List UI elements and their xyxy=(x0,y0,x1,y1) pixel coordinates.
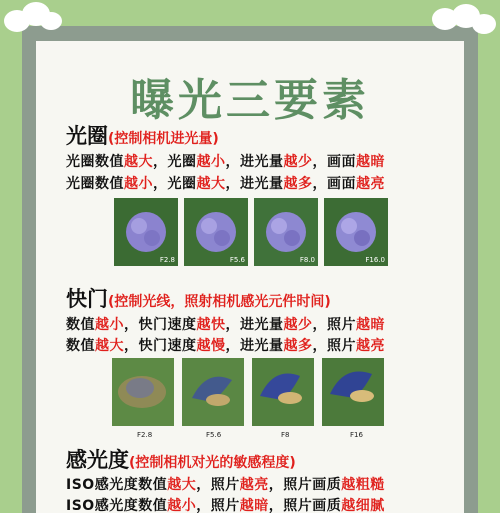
highlight-segment: 越亮 xyxy=(239,477,269,493)
photo-label: F16.0 xyxy=(365,256,385,264)
aperture-line-1 xyxy=(66,151,385,171)
text-segment: ISO感光度数值 xyxy=(66,498,168,513)
text-segment: ，照片画质 xyxy=(268,477,342,493)
text-segment: ，快门速度 xyxy=(124,317,197,333)
iso-subtitle: (控制相机对光的敏感程度) xyxy=(129,455,296,471)
highlight-segment: 越暗 xyxy=(356,317,385,333)
highlight-segment: 越小 xyxy=(196,154,226,170)
highlight-segment: 越大 xyxy=(95,338,124,354)
highlight-segment: 越多 xyxy=(283,338,313,354)
bird-icon xyxy=(112,358,174,426)
highlight-segment: 越小 xyxy=(124,176,153,192)
photo-label: F5.6 xyxy=(229,256,245,264)
highlight-segment: 越小 xyxy=(167,498,197,513)
bird-photo xyxy=(322,358,384,426)
bird-photo xyxy=(182,358,244,426)
iso-heading-row xyxy=(66,444,296,474)
bird-caption: F16 xyxy=(350,431,363,439)
bird-icon xyxy=(252,358,314,426)
text-segment: ，快门速度 xyxy=(124,338,197,354)
highlight-segment: 越大 xyxy=(124,154,153,170)
bird-icon xyxy=(182,358,244,426)
iso-line-2 xyxy=(66,495,385,513)
highlight-segment: 越暗 xyxy=(239,498,269,513)
shutter-heading: 快门 xyxy=(66,287,108,311)
text-segment: ISO感光度数值 xyxy=(66,477,168,493)
highlight-segment: 越少 xyxy=(283,317,313,333)
text-segment: ，照片 xyxy=(196,498,240,513)
bird-photo xyxy=(112,358,174,426)
text-segment: ，进光量 xyxy=(225,176,284,192)
highlight-segment: 越大 xyxy=(167,477,197,493)
flower-photo xyxy=(114,198,178,266)
photo-label: F8.0 xyxy=(299,256,315,264)
cloud-decoration-left-3 xyxy=(40,12,62,30)
highlight-segment: 越大 xyxy=(196,176,226,192)
bird-caption: F5.6 xyxy=(206,431,222,439)
highlight-segment: 越多 xyxy=(283,176,313,192)
highlight-segment: 越亮 xyxy=(356,176,385,192)
photo-label: F2.8 xyxy=(159,256,175,264)
flower-photo xyxy=(324,198,388,266)
highlight-segment: 越粗糙 xyxy=(341,477,385,493)
flower-photo xyxy=(254,198,318,266)
text-segment: 数值 xyxy=(66,317,95,333)
iso-heading: 感光度 xyxy=(66,448,129,472)
bird-photo xyxy=(252,358,314,426)
highlight-segment: 越快 xyxy=(196,317,226,333)
shutter-subtitle: (控制光线，照射相机感光元件时间) xyxy=(108,294,331,310)
aperture-line-2 xyxy=(66,173,385,193)
bird-caption: F8 xyxy=(281,431,290,439)
aperture-heading-row xyxy=(66,120,219,150)
text-segment: ，光圈 xyxy=(153,154,197,170)
text-segment: ，光圈 xyxy=(153,176,197,192)
flower-photo xyxy=(184,198,248,266)
bird-caption: F2.8 xyxy=(137,431,153,439)
aperture-subtitle: (控制相机进光量) xyxy=(108,131,219,147)
text-segment: ，进光量 xyxy=(225,317,284,333)
text-segment: ，照片画质 xyxy=(268,498,342,513)
highlight-segment: 越少 xyxy=(283,154,313,170)
text-segment: 光圈数值 xyxy=(66,154,124,170)
text-segment: ，照片 xyxy=(312,317,356,333)
highlight-segment: 越暗 xyxy=(356,154,385,170)
bird-icon xyxy=(322,358,384,426)
highlight-segment: 越小 xyxy=(95,317,124,333)
aperture-heading: 光圈 xyxy=(66,124,108,148)
shutter-line-2 xyxy=(66,335,385,355)
shutter-heading-row xyxy=(66,283,331,313)
text-segment: ，画面 xyxy=(312,154,356,170)
iso-line-1 xyxy=(66,474,385,494)
highlight-segment: 越慢 xyxy=(196,338,226,354)
highlight-segment: 越亮 xyxy=(356,338,385,354)
poster-title: 曝光三要素 xyxy=(130,75,370,126)
text-segment: ，画面 xyxy=(312,176,356,192)
text-segment: ，进光量 xyxy=(225,154,284,170)
text-segment: ，照片 xyxy=(196,477,240,493)
highlight-segment: 越细腻 xyxy=(341,498,385,513)
text-segment: 数值 xyxy=(66,338,95,354)
text-segment: 光圈数值 xyxy=(66,176,124,192)
shutter-line-1 xyxy=(66,314,385,334)
text-segment: ，照片 xyxy=(312,338,356,354)
cloud-decoration-right-3 xyxy=(472,14,496,34)
text-segment: ，进光量 xyxy=(225,338,284,354)
